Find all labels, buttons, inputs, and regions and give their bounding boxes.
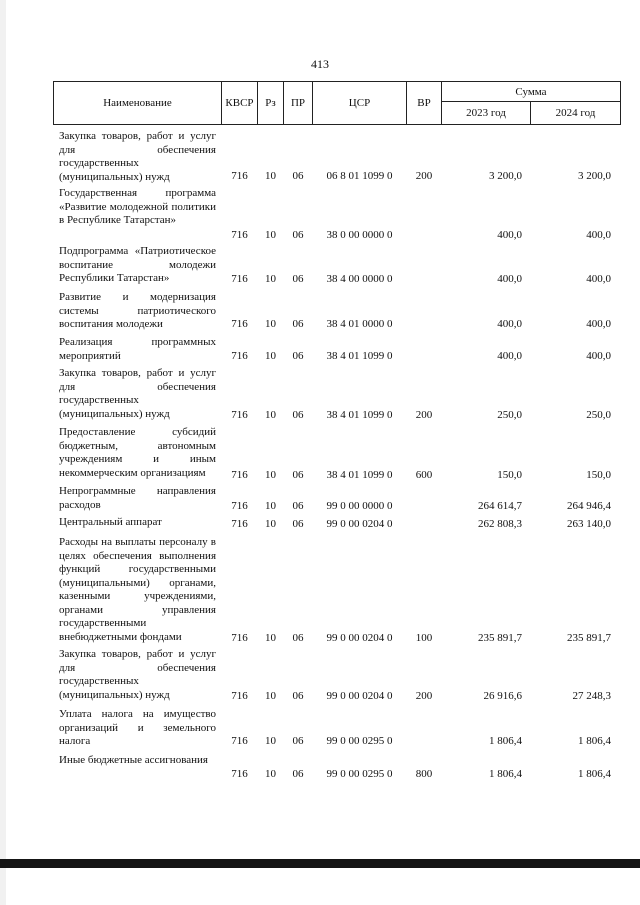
row-rz: 10 xyxy=(265,409,276,421)
row-kvsr: 716 xyxy=(231,632,248,644)
row-sum-2023: 400,0 xyxy=(497,273,522,285)
header-kvsr: КВСР xyxy=(225,97,254,109)
row-vr: 200 xyxy=(415,690,433,702)
row-pr: 06 xyxy=(292,500,304,512)
row-sum-2023: 3 200,0 xyxy=(489,170,522,182)
row-pr: 06 xyxy=(292,768,304,780)
header-name: Наименование xyxy=(103,97,172,109)
row-rz: 10 xyxy=(265,318,276,330)
row-sum-2023: 1 806,4 xyxy=(489,735,522,747)
row-sum-2024: 1 806,4 xyxy=(578,768,611,780)
row-rz: 10 xyxy=(265,170,276,182)
row-rz: 10 xyxy=(265,690,276,702)
row-kvsr: 716 xyxy=(231,318,248,330)
row-sum-2024: 400,0 xyxy=(586,318,611,330)
row-sum-2023: 400,0 xyxy=(497,318,522,330)
row-name: Реализация программных мероприятий xyxy=(59,336,216,362)
row-rz: 10 xyxy=(265,229,276,241)
row-csr: 99 0 00 0295 0 xyxy=(326,735,393,747)
row-name: Иные бюджетные ассигнования xyxy=(59,754,208,766)
row-sum-2024: 3 200,0 xyxy=(578,170,611,182)
row-sum-2023: 400,0 xyxy=(497,229,522,241)
row-csr: 99 0 00 0204 0 xyxy=(326,632,393,644)
row-csr: 99 0 00 0204 0 xyxy=(326,690,393,702)
row-name: Центральный аппарат xyxy=(59,516,162,528)
row-csr: 99 0 00 0000 0 xyxy=(326,500,393,512)
row-kvsr: 716 xyxy=(231,350,248,362)
header-bottom-border xyxy=(53,124,621,125)
row-rz: 10 xyxy=(265,350,276,362)
row-pr: 06 xyxy=(292,469,304,481)
row-name: Закупка товаров, работ и услуг для обеспечения государственных (муниципальных) нужд xyxy=(59,130,216,183)
row-sum-2023: 26 916,6 xyxy=(483,690,522,702)
row-pr: 06 xyxy=(292,350,304,362)
row-sum-2023: 235 891,7 xyxy=(478,632,522,644)
row-csr: 99 0 00 0295 0 xyxy=(326,768,393,780)
row-name: Развитие и модернизация системы патриотического воспитания молодежи xyxy=(59,291,216,330)
row-kvsr: 716 xyxy=(231,170,248,182)
row-sum-2023: 250,0 xyxy=(497,409,522,421)
row-csr: 99 0 00 0204 0 xyxy=(326,518,393,530)
row-rz: 10 xyxy=(265,273,276,285)
row-pr: 06 xyxy=(292,690,304,702)
row-pr: 06 xyxy=(292,273,304,285)
row-name: Закупка товаров, работ и услуг для обеспечения государственных (муниципальных) нужд xyxy=(59,648,216,701)
row-kvsr: 716 xyxy=(231,469,248,481)
row-vr: 200 xyxy=(415,170,433,182)
row-pr: 06 xyxy=(292,735,304,747)
row-csr: 38 4 01 1099 0 xyxy=(326,409,393,421)
row-pr: 06 xyxy=(292,518,304,530)
row-sum-2024: 400,0 xyxy=(586,350,611,362)
row-rz: 10 xyxy=(265,500,276,512)
row-csr: 38 4 00 0000 0 xyxy=(326,273,393,285)
row-sum-2024: 400,0 xyxy=(586,229,611,241)
row-rz: 10 xyxy=(265,768,276,780)
row-vr: 800 xyxy=(415,768,433,780)
row-vr: 100 xyxy=(415,632,433,644)
row-pr: 06 xyxy=(292,632,304,644)
header-csr: ЦСР xyxy=(348,97,371,109)
row-rz: 10 xyxy=(265,518,276,530)
row-name: Уплата налога на имущество организаций и земельного налога xyxy=(59,708,216,747)
row-csr: 38 4 01 1099 0 xyxy=(326,469,393,481)
row-name: Непрограммные направления расходов xyxy=(59,485,216,511)
row-kvsr: 716 xyxy=(231,500,248,512)
row-kvsr: 716 xyxy=(231,735,248,747)
row-sum-2024: 264 946,4 xyxy=(567,500,611,512)
row-csr: 38 4 01 1099 0 xyxy=(326,350,393,362)
row-sum-2023: 262 808,3 xyxy=(478,518,522,530)
row-sum-2023: 150,0 xyxy=(497,469,522,481)
row-rz: 10 xyxy=(265,632,276,644)
row-csr: 38 4 01 0000 0 xyxy=(326,318,393,330)
row-pr: 06 xyxy=(292,318,304,330)
row-kvsr: 716 xyxy=(231,229,248,241)
row-sum-2024: 1 806,4 xyxy=(578,735,611,747)
row-sum-2024: 400,0 xyxy=(586,273,611,285)
row-kvsr: 716 xyxy=(231,518,248,530)
header-sum: Сумма xyxy=(515,85,547,98)
header-2023: 2023 год xyxy=(466,107,506,119)
scan-edge xyxy=(0,0,6,905)
row-name: Предоставление субсидий бюджетным, автономным учреждениям и иным некоммерческим организациям xyxy=(59,426,216,479)
row-sum-2024: 27 248,3 xyxy=(572,690,611,702)
row-kvsr: 716 xyxy=(231,690,248,702)
row-vr: 200 xyxy=(415,409,433,421)
row-sum-2024: 235 891,7 xyxy=(567,632,611,644)
header-vr: ВР xyxy=(417,97,431,109)
row-sum-2023: 400,0 xyxy=(497,350,522,362)
row-sum-2023: 1 806,4 xyxy=(489,768,522,780)
row-sum-2023: 264 614,7 xyxy=(478,500,522,512)
row-pr: 06 xyxy=(292,409,304,421)
row-pr: 06 xyxy=(292,170,304,182)
row-name: Подпрограмма «Патриотическое воспитание молодежи Республики Татарстан» xyxy=(59,245,216,284)
row-name: Закупка товаров, работ и услуг для обеспечения государственных (муниципальных) нужд xyxy=(59,367,216,420)
page-number: 413 xyxy=(311,57,329,71)
row-sum-2024: 150,0 xyxy=(586,469,611,481)
row-csr: 06 8 01 1099 0 xyxy=(326,170,393,182)
row-rz: 10 xyxy=(265,735,276,747)
row-kvsr: 716 xyxy=(231,273,248,285)
row-sum-2024: 263 140,0 xyxy=(567,518,611,530)
row-vr: 600 xyxy=(415,469,433,481)
row-name: Расходы на выплаты персоналу в целях обеспечения выполнения функций государственными (муниципальными) органами, казенными учреждениями, органами управления государственными внебюджетными фондами xyxy=(59,536,216,643)
header-rz: Рз xyxy=(265,97,276,109)
header-2024: 2024 год xyxy=(555,107,596,119)
row-rz: 10 xyxy=(265,469,276,481)
row-kvsr: 716 xyxy=(231,409,248,421)
col-border xyxy=(620,81,621,125)
row-kvsr: 716 xyxy=(231,768,248,780)
scan-bottom-edge xyxy=(0,859,640,868)
row-name: Государственная программа «Развитие молодежной политики в Республике Татарстан» xyxy=(59,187,216,226)
row-pr: 06 xyxy=(292,229,304,241)
row-csr: 38 0 00 0000 0 xyxy=(326,229,393,241)
header-pr: ПР xyxy=(290,97,306,109)
row-sum-2024: 250,0 xyxy=(586,409,611,421)
